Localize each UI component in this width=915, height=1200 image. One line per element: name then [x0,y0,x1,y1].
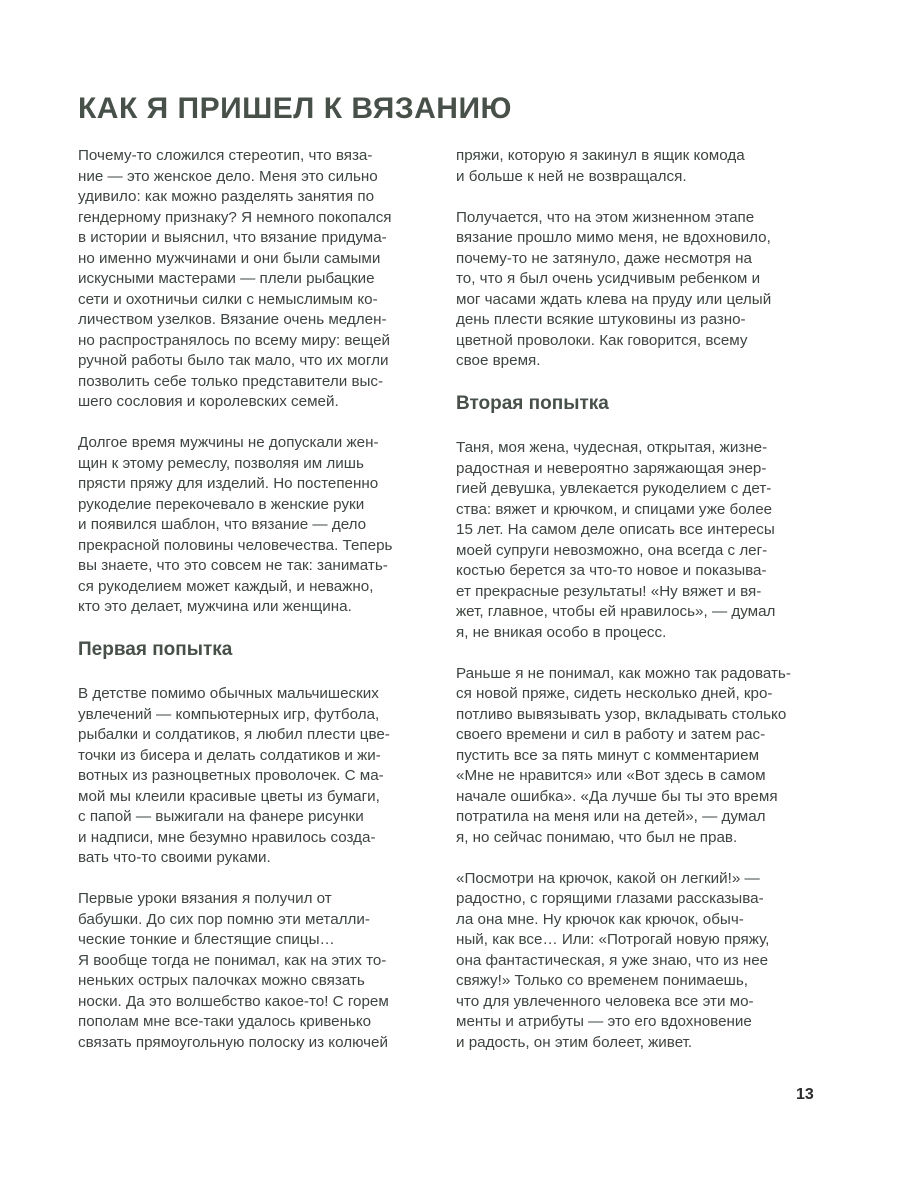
text-line: начале ошибка». «Да лучше бы ты это время [456,787,778,805]
text-line: и радость, он этим болеет, живет. [456,1033,693,1051]
text-line: костью берется за что-то новое и показыва- [456,562,767,579]
page-number: 13 [796,1086,814,1103]
text-line: потратила на меня или на детей», — думал [456,808,766,825]
text-line: но распространялось по всему миру: вещей [78,331,391,349]
text-line: что для увлеченного человека все эти мо- [456,992,754,1010]
text-line: свяжу!» Только со временем понимаешь, [456,972,748,989]
text-line: В детстве помимо обычных мальчишеских [78,685,379,702]
paragraph [456,869,816,1054]
text-line: неньких острых палочках можно связать [78,972,365,989]
text-line: ся новой пряже, сидеть несколько дней, кро- [456,685,773,702]
text-line: мой мы клеили красивые цветы из бумаги, [78,787,380,805]
text-line: гендерному признаку? Я немного покопался [78,208,392,226]
text-line: позволить себе только представители выс- [78,372,384,390]
text-line: Получается, что на этом жизненном этапе [456,208,755,226]
text-line: вы знаете, что это совсем не так: занимать- [78,557,388,574]
text-line: я, но сейчас понимаю, что был не прав. [456,828,738,846]
paragraph [456,438,816,643]
text-line: я, не вникая особо в процесс. [456,623,667,641]
text-line: с папой — выжигали на фанере рисунки [78,808,364,825]
text-line: связать прямоугольную полоску из колючей [78,1033,388,1051]
text-line: пустить все за пять минут с комментарием [456,746,760,764]
text-line: «Мне не нравится» или «Вот здесь в самом [456,767,766,784]
paragraph [78,433,438,618]
page-title: КАК Я ПРИШЕЛ К ВЯЗАНИЮ [78,92,512,125]
text-line: рукоделие перекочевало в женские руки [78,495,365,513]
paragraph [456,208,816,372]
text-line: ства: вяжет и крючком, и спицами уже более [456,500,773,518]
text-line: вать что-то своими руками. [78,849,271,866]
text-line: точки из бисера и делать солдатиков и жи- [78,746,381,764]
text-line: ческие тонкие и блестящие спицы… [78,931,335,948]
text-line: Раньше я не понимал, как можно так радовать- [456,664,791,682]
text-line: шего сословия и королевских семей. [78,393,339,410]
text-line: пополам мне все-таки удалось кривенько [78,1013,372,1030]
text-line: носки. Да это волшебство какое-то! С горем [78,992,389,1010]
text-line: ет прекрасные результаты! «Ну вяжет и вя- [456,582,762,600]
text-line: щин к этому ремеслу, позволяя им лишь [78,454,364,472]
text-line: то, что я был очень усидчивым ребенком и [456,270,761,287]
text-line: потливо вывязывать узор, вкладывать столько [456,705,787,723]
text-line: Таня, моя жена, чудесная, открытая, жизне- [456,439,768,456]
paragraph [78,146,438,413]
text-line: кто это делает, мужчина или женщина. [78,598,352,615]
text-line: в истории и выяснил, что вязание придума- [78,229,387,246]
text-line: прясти пряжу для изделий. Но постепенно [78,475,379,492]
text-line: искусными мастерами — плели рыбацкие [78,270,375,287]
text-line: увлечений — компьютерных игр, футбола, [78,705,380,723]
text-line: жет, главное, чтобы ей нравилось», — думал [456,603,776,620]
text-line: Почему-то сложился стереотип, что вяза- [78,147,373,164]
text-line: цветной проволоки. Как говорится, всему [456,331,748,349]
text-line: день плести всякие штуковины из разно- [456,311,746,328]
text-line: менты и атрибуты — это его вдохновение [456,1013,752,1030]
text-line: мог часами ждать клева на пруду или целый [456,290,772,308]
text-line: и надписи, мне безумно нравилось созда- [78,828,376,846]
text-line: вотных из разноцветных проволочек. С ма- [78,767,384,784]
text-line: личеством узелков. Вязание очень медлен- [78,311,387,328]
section-heading: Первая попытка [78,639,233,660]
text-line: ручной работы было так мало, что их могли [78,352,389,369]
paragraph [456,664,816,849]
text-line: но именно мужчинами и они были самыми [78,249,381,267]
text-line: моей супруги невозможно, она всегда с лег- [456,541,768,559]
text-line: она фантастическая, я уже знаю, что из нее [456,951,769,969]
text-line: и появился шаблон, что вязание — дело [78,516,367,533]
text-line: ла она мне. Ну крючок как крючок, обыч- [456,910,744,928]
text-line: радостная и невероятно заряжающая энер- [456,459,767,477]
text-line: вязание прошло мимо меня, не вдохновило, [456,229,771,246]
paragraph [78,889,438,1053]
right-column [456,146,816,1053]
text-line: ся рукоделием может каждый, и неважно, [78,577,374,595]
text-line: «Посмотри на крючок, какой он легкий!» — [456,869,760,887]
text-line: Первые уроки вязания я получил от [78,890,332,907]
text-line: Я вообще тогда не понимал, как на этих то- [78,951,387,969]
text-line: бабушки. До сих пор помню эти металли- [78,910,370,928]
text-line: сети и охотничьи силки с немыслимым ко- [78,290,378,308]
text-line: 15 лет. На самом деле описать все интересы [456,521,775,538]
paragraph [456,146,816,187]
left-column [78,146,438,1053]
text-line: радостно, с горящими глазами рассказыва- [456,890,764,907]
section-heading: Вторая попытка [456,393,609,414]
text-line: своего времени и сил в работу и затем рас- [456,726,766,743]
text-line: почему-то не затянуло, даже несмотря на [456,249,752,267]
text-line: ный, как все… Или: «Потрогай новую пряжу, [456,931,770,948]
text-line: свое время. [456,352,541,369]
text-line: Долгое время мужчины не допускали жен- [78,434,379,451]
text-line: гией девушка, увлекается рукоделием с дет- [456,480,772,497]
text-line: и больше к ней не возвращался. [456,167,687,185]
text-line: пряжи, которую я закинул в ящик комода [456,147,745,164]
text-line: удивило: как можно разделять занятия по [78,188,375,205]
paragraph [78,684,438,869]
text-line: рыбалки и солдатиков, я любил плести цве- [78,726,390,743]
text-line: ние — это женское дело. Меня это сильно [78,167,378,185]
text-line: прекрасной половины человечества. Теперь [78,536,393,554]
